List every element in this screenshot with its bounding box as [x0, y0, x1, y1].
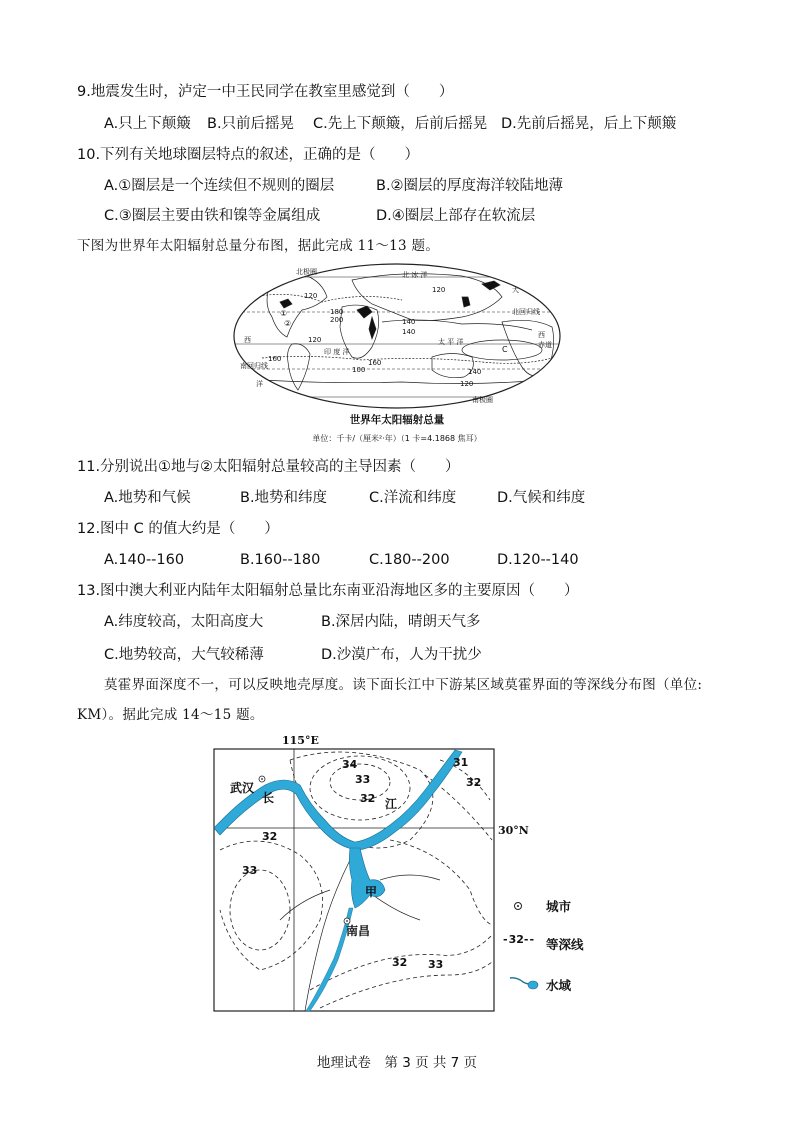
- q10-stem: 10.下列有关地球圈层特点的叙述，正确的是（ ）: [77, 147, 420, 163]
- label-equator: 赤道: [538, 341, 552, 349]
- world-map-caption: 世界年太阳辐射总量: [349, 414, 445, 426]
- q12-option-d: D.120--140: [497, 552, 579, 568]
- legend-contour-label: 等深线: [546, 937, 584, 952]
- legend-city-icon: [514, 902, 522, 910]
- q10-option-d: D.④圈层上部存在软流层: [376, 208, 536, 224]
- label-140-a: 140: [402, 318, 416, 326]
- intro-q14-15-line1: 莫霍界面深度不一，可以反映地壳厚度。读下面长江中下游某区域莫霍界面的等深线分布图（单位:: [104, 677, 703, 693]
- label-c31: 31: [453, 756, 469, 769]
- label-indian-ocean: 印 度 洋: [324, 348, 350, 356]
- label-lon: 115°E: [282, 734, 319, 747]
- page-footer: 地理试卷 第 3 页 共 7 页: [316, 1055, 478, 1071]
- label-nanchang: 南昌: [346, 924, 371, 938]
- label-140-b: 140: [402, 328, 416, 336]
- label-160-b: 160: [368, 359, 382, 367]
- legend-contour-icon: -32--: [503, 933, 536, 946]
- label-120-d: 120: [308, 336, 322, 344]
- label-c32-c: 32: [262, 830, 278, 843]
- label-west-2: 西: [538, 331, 545, 339]
- label-120-b: 120: [432, 286, 446, 294]
- legend-water-label: 水域: [546, 978, 572, 993]
- label-circle-2: ②: [284, 319, 292, 328]
- q11-option-c: C.洋流和纬度: [369, 490, 457, 506]
- q11-option-b: B.地势和纬度: [240, 490, 328, 506]
- label-south-tropic: 南回归线: [240, 362, 268, 370]
- q9-option-c: C.先上下颠簸，后前后摇晃: [313, 116, 488, 132]
- label-100: 100: [352, 366, 366, 374]
- q11-option-a: A.地势和气候: [104, 490, 191, 506]
- q13-option-b: B.深居内陆，晴朗天气多: [321, 614, 481, 630]
- label-200: 200: [330, 316, 344, 324]
- q12-option-b: B.160--180: [240, 552, 321, 568]
- q12-option-a: A.140--160: [104, 552, 185, 568]
- q11-stem: 11.分别说出①地与②太阳辐射总量较高的主导因素（ ）: [77, 459, 460, 475]
- label-chang: 长: [262, 791, 275, 805]
- q9-option-a: A.只上下颠簸: [104, 116, 191, 132]
- q10-option-b: B.②圈层的厚度海洋较陆地薄: [376, 178, 564, 194]
- wuhan-marker-dot: [261, 778, 263, 780]
- label-c33-b: 33: [242, 864, 258, 877]
- q10-option-c: C.③圈层主要由铁和镍等金属组成: [104, 208, 321, 224]
- label-c32-b: 32: [466, 776, 482, 789]
- q10-option-a: A.①圈层是一个连续但不规则的圈层: [104, 178, 335, 194]
- label-yang: 洋: [256, 380, 263, 388]
- label-wuhan: 武汉: [230, 781, 255, 795]
- label-arctic-ocean: 北 冰 洋: [402, 271, 428, 279]
- label-jia: 甲: [365, 885, 378, 899]
- label-c32-d: 32: [392, 956, 408, 969]
- q12-option-c: C.180--200: [369, 552, 450, 568]
- q13-stem: 13.图中澳大利亚内陆年太阳辐射总量比东南亚沿海地区多的主要原因（ ）: [77, 583, 579, 599]
- nanchang-marker-dot: [346, 920, 348, 922]
- legend-contour-value: 32: [508, 933, 524, 946]
- q9-option-b: B.只前后摇晃: [207, 116, 295, 132]
- label-c: C: [502, 345, 508, 354]
- label-c32-a: 32: [360, 792, 376, 805]
- label-c33-a: 33: [355, 773, 371, 786]
- q13-option-c: C.地势较高，大气较稀薄: [104, 647, 264, 663]
- label-jiang: 江: [385, 797, 398, 811]
- q13-option-d: D.沙漠广布，人为干扰少: [321, 647, 482, 663]
- label-west: 西: [244, 336, 251, 344]
- label-c33-c: 33: [428, 958, 444, 971]
- label-c34: 34: [342, 758, 358, 771]
- label-lat: 30°N: [498, 824, 529, 837]
- label-180: 180: [330, 308, 344, 316]
- label-120-c: 120: [460, 380, 474, 388]
- label-north-tropic: 北回归线: [512, 308, 540, 316]
- q9-stem: 9.地震发生时，泸定一中王民同学在教室里感觉到（ ）: [77, 84, 454, 100]
- label-140-c: 140: [468, 368, 482, 376]
- label-north-pole: 北极圈: [296, 268, 317, 276]
- label-160-a: 160: [268, 355, 282, 363]
- label-circle-1: ①: [280, 309, 288, 318]
- q12-stem: 12.图中 C 的值大约是（ ）: [77, 521, 279, 537]
- label-da: 大: [512, 286, 519, 294]
- intro-q11-13: 下图为世界年太阳辐射总量分布图，据此完成 11～13 题。: [77, 238, 440, 254]
- moho-depth-map: [210, 730, 550, 1015]
- legend-city-label: 城市: [546, 899, 572, 914]
- world-map-unit: 单位：千卡/（厘米²·年）（1 卡=4.1868 焦耳）: [312, 434, 482, 443]
- q11-option-d: D.气候和纬度: [497, 490, 586, 506]
- intro-q14-15-line2: KM）。据此完成 14～15 题。: [77, 707, 264, 723]
- label-pacific: 太 平 洋: [438, 338, 464, 346]
- label-south-pole: 南极圈: [472, 396, 493, 404]
- q9-option-d: D.先前后摇晃，后上下颠簸: [501, 116, 677, 132]
- label-120-a: 120: [304, 292, 318, 300]
- legend-water-icon: [509, 975, 539, 995]
- world-radiation-map: [232, 262, 562, 444]
- q13-option-a: A.纬度较高，太阳高度大: [104, 614, 264, 630]
